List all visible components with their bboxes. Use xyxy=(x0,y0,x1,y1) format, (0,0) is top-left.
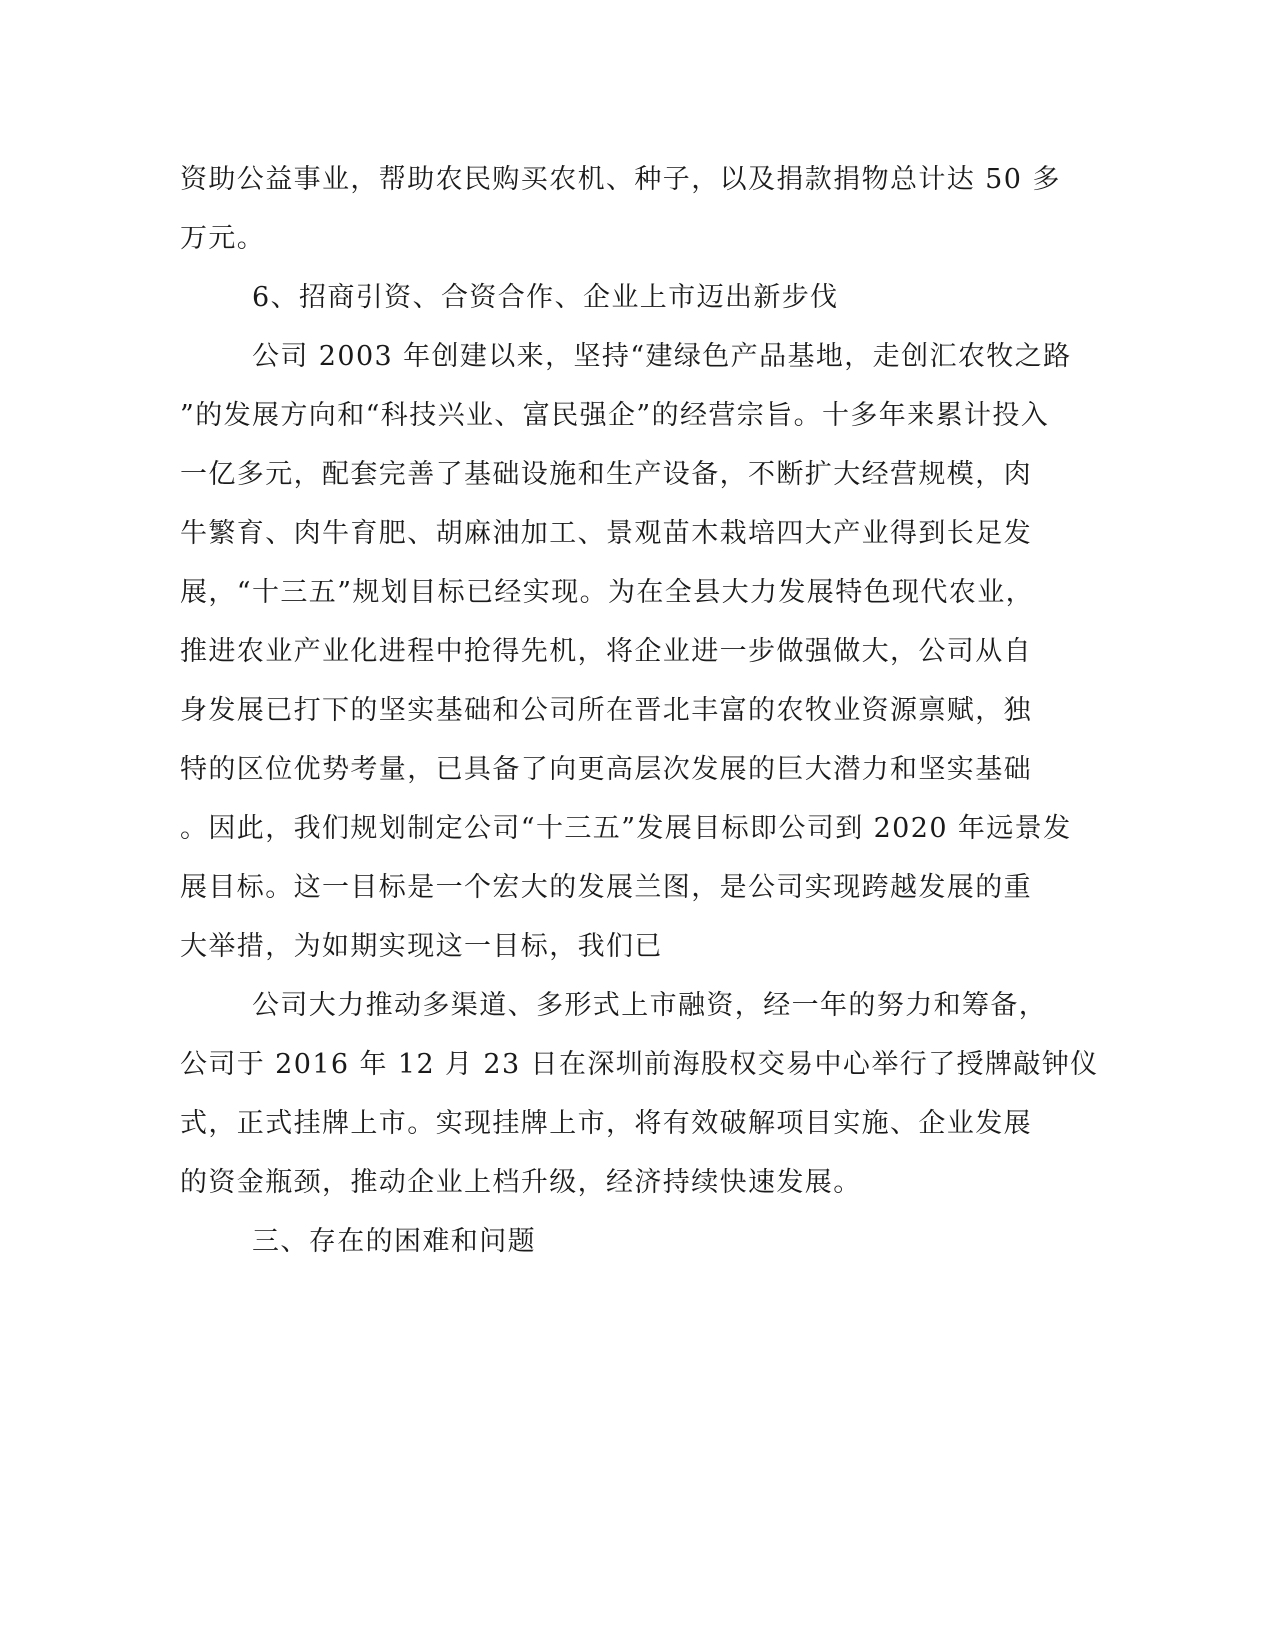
text-line: 式，正式挂牌上市。实现挂牌上市，将有效破解项目实施、企业发展 xyxy=(180,1108,1032,1139)
text-line: 公司 2003 年创建以来，坚持“建绿色产品基地，走创汇农牧之路 xyxy=(252,341,1072,372)
text-line: 公司于 2016 年 12 月 23 日在深圳前海股权交易中心举行了授牌敲钟仪 xyxy=(180,1049,1099,1080)
text-line: 万元。 xyxy=(180,223,266,254)
text-line: 展，“十三五”规划目标已经实现。为在全县大力发展特色现代农业， xyxy=(180,577,1035,608)
text-line: 公司大力推动多渠道、多形式上市融资，经一年的努力和筹备， xyxy=(252,990,1048,1021)
text-line: 身发展已打下的坚实基础和公司所在晋北丰富的农牧业资源禀赋，独 xyxy=(180,695,1032,726)
text-line: ”的发展方向和“科技兴业、富民强企”的经营宗旨。十多年来累计投入 xyxy=(180,400,1050,431)
text-line: 大举措，为如期实现这一目标，我们已 xyxy=(180,931,663,962)
text-line: 。因此，我们规划制定公司“十三五”发展目标即公司到 2020 年远景发 xyxy=(180,813,1072,844)
section-heading: 三、存在的困难和问题 xyxy=(252,1226,536,1257)
text-line: 特的区位优势考量，已具备了向更高层次发展的巨大潜力和坚实基础 xyxy=(180,754,1032,785)
text-line: 资助公益事业，帮助农民购买农机、种子，以及捐款捐物总计达 50 多 xyxy=(180,164,1061,195)
text-line: 牛繁育、肉牛育肥、胡麻油加工、景观苗木栽培四大产业得到长足发 xyxy=(180,518,1032,549)
text-line: 推进农业产业化进程中抢得先机，将企业进一步做强做大，公司从自 xyxy=(180,636,1032,667)
text-line: 的资金瓶颈，推动企业上档升级，经济持续快速发展。 xyxy=(180,1167,862,1198)
section-heading: 6、招商引资、合资合作、企业上市迈出新步伐 xyxy=(252,282,839,313)
text-line: 展目标。这一目标是一个宏大的发展兰图，是公司实现跨越发展的重 xyxy=(180,872,1032,903)
text-line: 一亿多元，配套完善了基础设施和生产设备，不断扩大经营规模，肉 xyxy=(180,459,1032,490)
